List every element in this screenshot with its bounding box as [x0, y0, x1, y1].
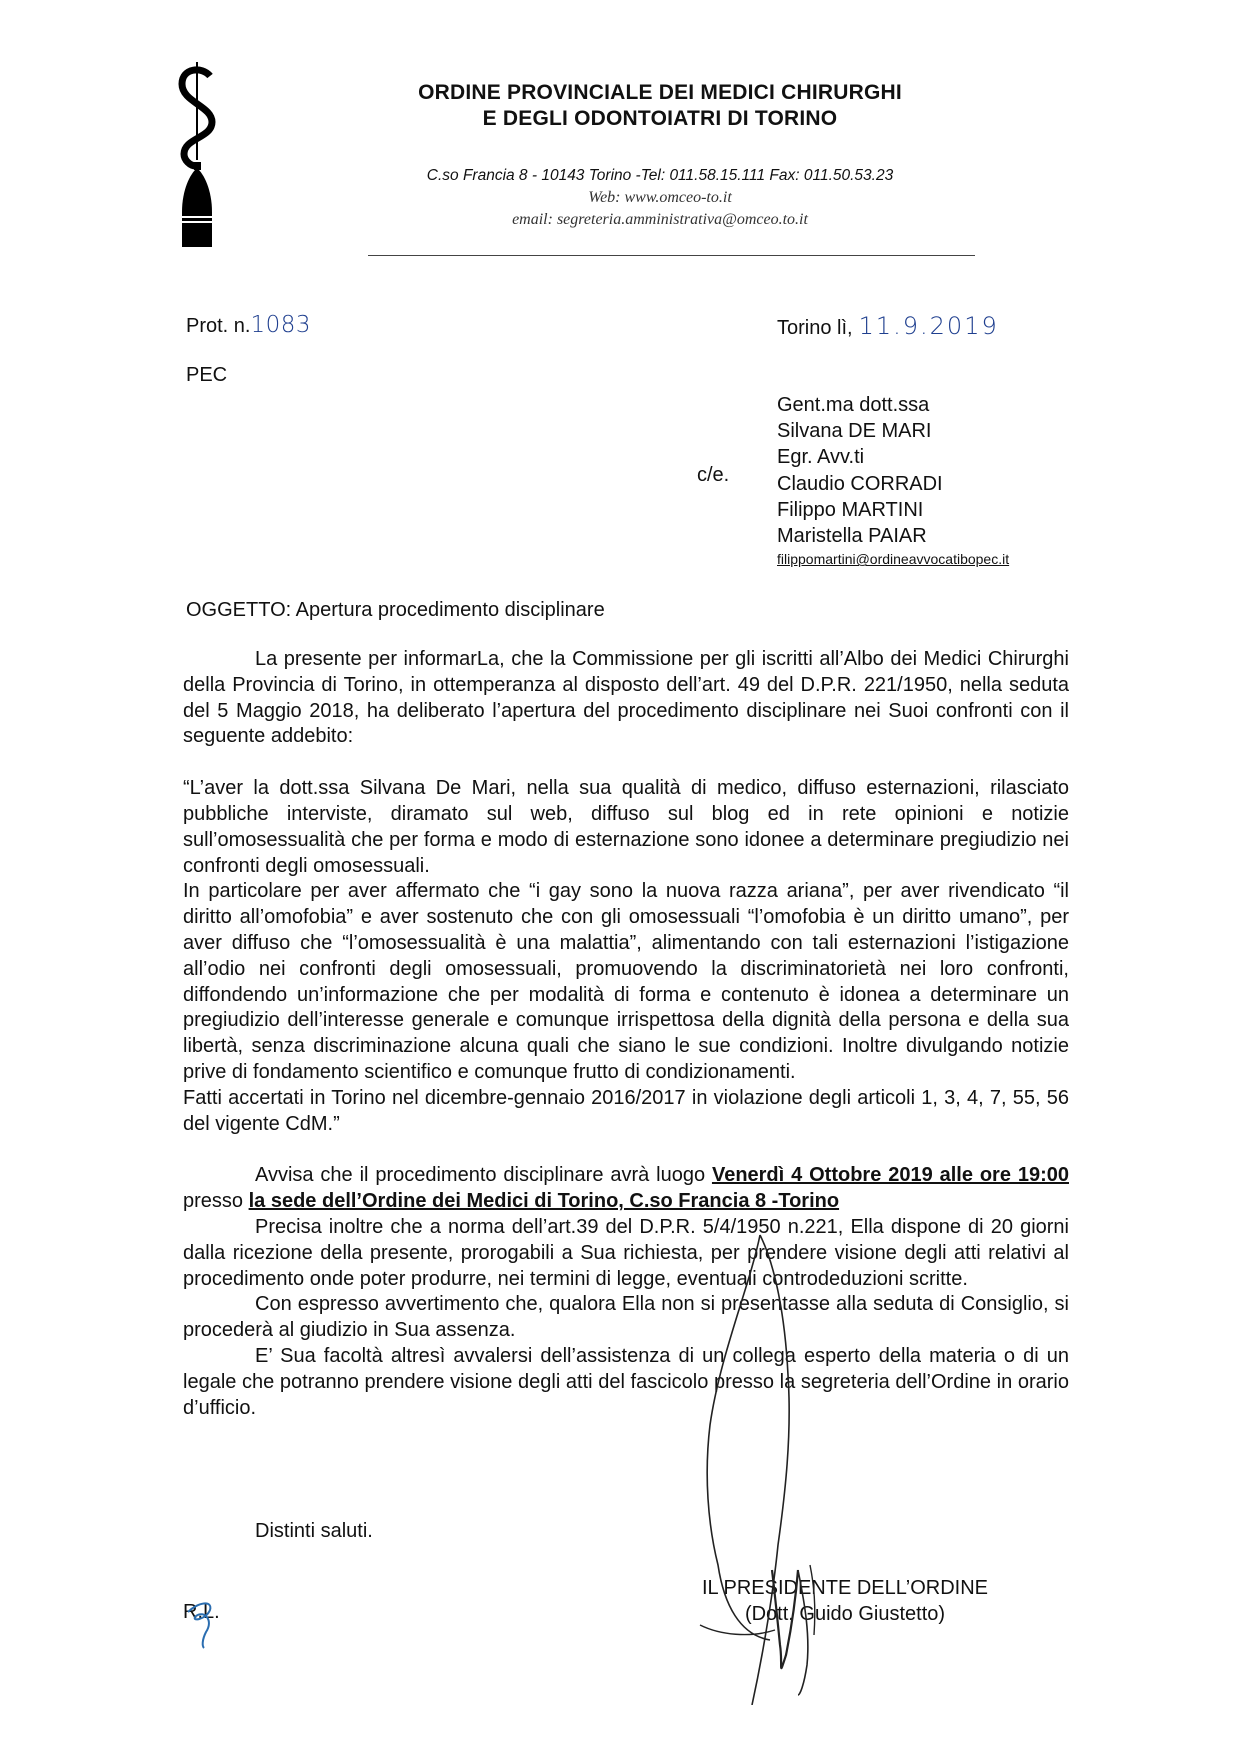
recipient-line: Egr. Avv.ti	[777, 446, 865, 469]
delivery-channel: PEC	[186, 364, 228, 386]
body-paragraph: La presente per informarLa, che la Commissione per gli iscritti all’Albo dei Medici Chirurghi della Provincia di Torino, in ottemperanza al disposto dell’art. 49 del D.P.R. 221/1950, nella seduta del 5 Maggio 2018, ha deliberato l’apertura del procedimento disciplinare nei Suoi confronti con il seguente addebito:	[183, 648, 1069, 748]
handwritten-initials-icon	[178, 1592, 238, 1652]
protocol-value-handwritten: 1083	[250, 312, 312, 338]
caduceus-mole-antonelliana-icon	[172, 62, 222, 247]
protocol-number	[186, 312, 311, 339]
header-divider	[368, 255, 975, 256]
notice-text: presso	[183, 1190, 249, 1213]
recipient-line: Claudio CORRADI	[777, 472, 943, 495]
recipient-line: Maristella PAIAR	[777, 525, 927, 548]
recipient-line: Filippo MARTINI	[777, 498, 924, 521]
hearing-location: la sede dell’Ordine dei Medici di Torino, C.so Francia 8 -Torino	[248, 1190, 840, 1213]
closing-salutation: Distinti saluti.	[255, 1520, 373, 1542]
subject-line: OGGETTO: Apertura procedimento disciplinare	[186, 599, 605, 621]
address-line: C.so Francia 8 - 10143 Torino -Tel: 011.58.15.111 Fax: 011.50.53.23	[426, 167, 894, 184]
protocol-label: Prot. n.	[186, 315, 251, 337]
date-value-handwritten: 11.9.2019	[858, 312, 999, 340]
recipients-block	[777, 392, 1009, 569]
charge-paragraph: In particolare per aver affermato che “i gay sono la nuova razza ariana”, per aver rivendicato “il diritto all’omofobia” e aver sostenuto che con gli omosessuali “l’omofobia è un diritto umano”, per aver diffuso che “l’omosessualità è una malattia”, alimentando con tali esternazioni l’istigazione all’odio nei confronti degli omosessuali, promuovendo la discriminatorietà nei loro confronti, diffondendo un’informazione che per modalità di forma e contenuto è idonea a determinare un pregiudizio dell’interesse generale e comunque irrispettosa della dignità della persona e della sua libertà, senza discriminazione alcuna quali che siano le sue condizioni. Inoltre divulgando notizie prive di fondamento scientifico e comunque frutto di condizionamenti.	[183, 880, 1069, 1083]
signatory-title: IL PRESIDENTE DELL’ORDINE	[701, 1577, 988, 1599]
signatory-name: (Dott. Guido Giustetto)	[744, 1603, 946, 1625]
body-paragraph: Precisa inoltre che a norma dell’art.39 del D.P.R. 5/4/1950 n.221, Ella dispone di 20 giorni dalla ricezione della presente, prorogabili a Sua richiesta, per prendere visione degli atti relativi al procedimento onde poter produrre, nei termini di legge, eventuali controdeduzioni scritte.	[183, 1215, 1069, 1290]
hearing-datetime: Venerdì 4 Ottobre 2019 alle ore 19:00	[711, 1164, 1069, 1187]
contact-block	[340, 165, 980, 231]
date-line	[777, 313, 999, 341]
recipient-line: Silvana DE MARI	[777, 420, 932, 443]
email-link[interactable]: email: segreteria.amministrativa@omceo.to.it	[512, 211, 808, 228]
org-name-line2: E DEGLI ODONTOIATRI DI TORINO	[482, 107, 838, 130]
org-name-line1: ORDINE PROVINCIALE DEI MEDICI CHIRURGHI	[418, 81, 902, 104]
body-paragraph: Con espresso avvertimento che, qualora Ella non si presentasse alla seduta di Consiglio, si procederà al giudizio in Sua assenza.	[183, 1293, 1069, 1342]
hearing-notice-paragraph	[183, 1163, 1069, 1215]
recipient-email-link[interactable]: filippomartini@ordineavvocatibopec.it	[777, 551, 1010, 568]
charge-paragraph: Fatti accertati in Torino nel dicembre-gennaio 2016/2017 in violazione degli articoli 1, 3, 4, 7, 55, 56 del vigente CdM.”	[183, 1086, 1069, 1135]
website-link[interactable]: Web: www.omceo-to.it	[588, 189, 732, 206]
handwritten-signature-icon	[600, 1225, 1020, 1705]
body-paragraph: E’ Sua facoltà altresì avvalersi dell’assistenza di un collega esperto della materia o di un legale che potranno prendere visione degli atti del fascicolo presso la segreteria dell’Ordine in orario d’ufficio.	[183, 1344, 1069, 1419]
charge-paragraph: “L’aver la dott.ssa Silvana De Mari, nella sua qualità di medico, diffuso esternazioni, rilasciato pubbliche interviste, diramato sul web, diffuso sul blog ed in rete opinioni e notizie sull’omosessualità che per forma e modo di esternazione sono idonee a determinare pregiudizio nei confronti degli omosessuali.	[183, 777, 1069, 877]
notice-text: Avvisa che il procedimento disciplinare avrà luogo	[255, 1164, 712, 1187]
date-label: Torino lì,	[777, 317, 853, 339]
recipient-line: Gent.ma dott.ssa	[777, 394, 930, 416]
organization-name	[340, 80, 980, 132]
reference-initials: R.L.	[183, 1601, 220, 1623]
cc-label: c/e.	[697, 464, 730, 486]
